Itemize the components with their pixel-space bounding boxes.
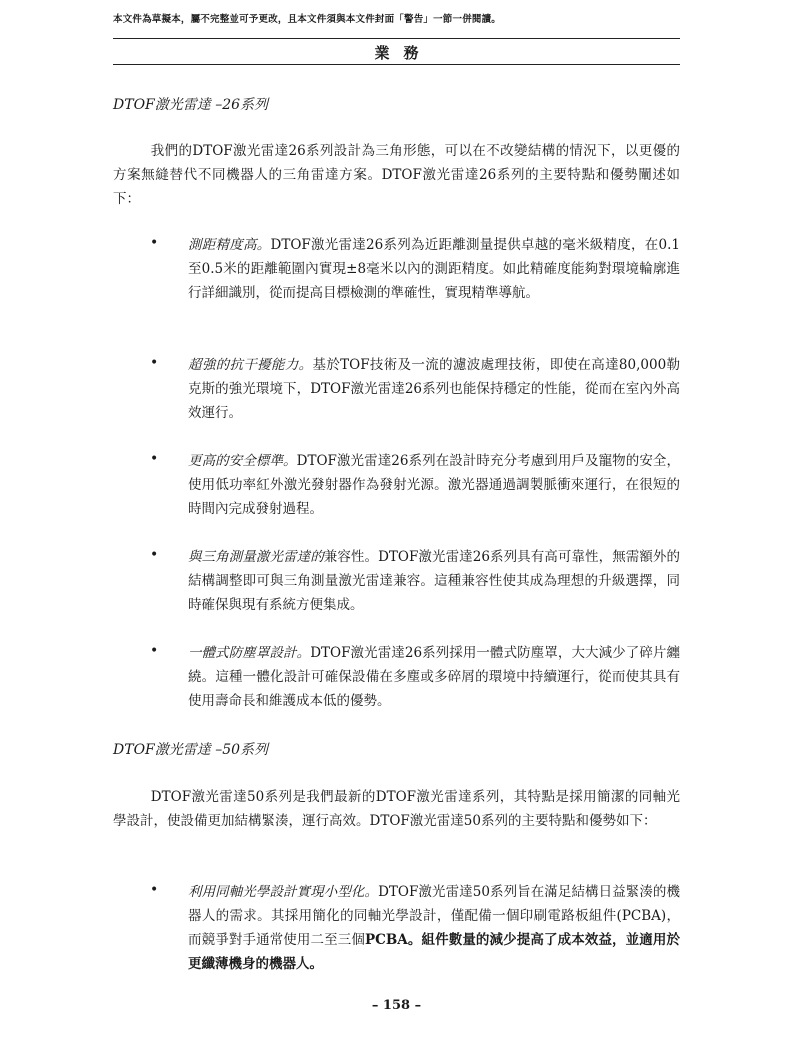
bullet-title: 測距精度高。 <box>188 237 271 253</box>
bullet-item-compatibility <box>188 545 680 617</box>
header-rule-bottom <box>113 64 680 65</box>
bullet-body: DTOF激光雷達26系列採用一體式防塵罩，大大減少了碎片纏繞。這種一體化設計可確保設備在多塵或多碎屑的環境中持續運行，從而使其具有使用壽命長和維護成本低的優勢。 <box>188 645 680 709</box>
bullet-title-plain: 兼容性。 <box>323 549 379 565</box>
bullet-title: 利用同軸光學設計實現小型化。 <box>188 884 379 900</box>
bullet-title: 更高的安全標準。 <box>188 453 297 469</box>
bullet-title: 與三角測量激光雷達的 <box>188 549 324 565</box>
bullet-item-measurement-accuracy <box>188 233 680 305</box>
bullet-item-dust-cover <box>188 641 680 713</box>
section-title: 業務 <box>374 44 433 62</box>
subheading-50-series: DTOF激光雷達 –50系列 <box>113 742 269 758</box>
bullet-body-bold: PCBA。組件數量的減少提高了成本效益，並適用於更纖薄機身的機器人。 <box>188 932 681 972</box>
bullet-icon: • <box>150 451 159 467</box>
bullet-body: DTOF激光雷達26系列具有高可靠性，無需額外的結構調整即可與三角測量激光雷達兼容。這種兼容性使其成為理想的升級選擇，同時確保與現有系統方便集成。 <box>188 549 681 613</box>
bullet-item-miniaturization <box>188 880 680 976</box>
bullet-body: 基於TOF技術及一流的濾波處理技術，即使在高達80,000勒克斯的強光環境下，DTOF激光雷達26系列也能保持穩定的性能，從而在室內外高效運行。 <box>188 357 680 421</box>
bullet-icon: • <box>150 643 159 659</box>
bullet-body: DTOF激光雷達50系列旨在滿足結構日益緊湊的機器人的需求。其採用簡化的同軸光學設計，僅配備一個印刷電路板組件(PCBA)，而競爭對手通常使用二至三個 <box>188 884 681 948</box>
subheading-26-series: DTOF激光雷達 –26系列 <box>113 97 269 113</box>
bullet-icon: • <box>150 547 159 563</box>
intro-paragraph-26: 我們的DTOF激光雷達26系列設計為三角形態，可以在不改變結構的情況下，以更優的方案無縫替代不同機器人的三角雷達方案。DTOF激光雷達26系列的主要特點和優勢闡述如下： <box>113 143 680 207</box>
bullet-item-anti-interference <box>188 353 680 425</box>
bullet-item-safety-standard <box>188 449 680 521</box>
bullet-icon: • <box>150 235 159 251</box>
bullet-title: 超強的抗干擾能力。 <box>188 357 313 373</box>
page-number: – 158 – <box>371 998 422 1013</box>
bullet-title: 一體式防塵罩設計。 <box>188 645 311 661</box>
bullet-body: DTOF激光雷達26系列為近距離測量提供卓越的毫米級精度，在0.1至0.5米的距離範圍內實現±8毫米以內的測距精度。如此精確度能夠對環境輪廓進行詳細識別，從而提高目標檢測的準確性，實現精準導航。 <box>188 237 680 301</box>
bullet-icon: • <box>150 355 159 371</box>
bullet-body: DTOF激光雷達26系列在設計時充分考慮到用戶及寵物的安全，使用低功率紅外激光發射器作為發射光源。激光器通過調製脈衝來運行，在很短的時間內完成發射過程。 <box>188 453 680 517</box>
header-rule-top <box>113 38 680 39</box>
intro-paragraph-50: DTOF激光雷達50系列是我們最新的DTOF激光雷達系列，其特點是採用簡潔的同軸光學設計，使設備更加結構緊湊，運行高效。DTOF激光雷達50系列的主要特點和優勢如下： <box>113 789 680 829</box>
draft-disclaimer: 本文件為草擬本，屬不完整並可予更改，且本文件須與本文件封面「警告」一節一併閱讀。 <box>113 14 502 25</box>
bullet-icon: • <box>150 882 159 898</box>
